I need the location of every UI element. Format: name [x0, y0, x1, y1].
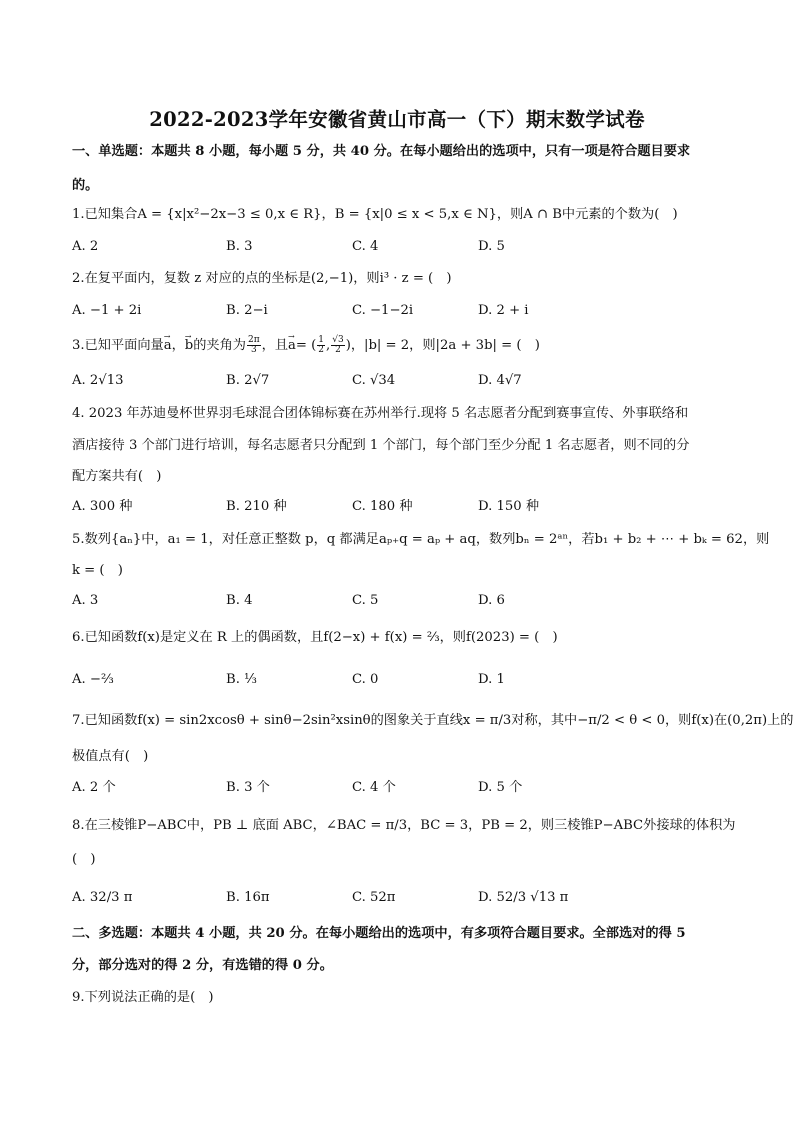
option-b: B. 4: [226, 593, 253, 608]
option-c: C. 5: [352, 593, 379, 608]
sqrt3-fraction: $\frac{√3}{2}$: [332, 335, 344, 355]
option-b: B. 2√7: [226, 373, 270, 388]
option-d: D. 1: [478, 672, 505, 687]
option-b: B. ⅓: [226, 672, 257, 687]
question-5-cont: k = ( ): [72, 563, 123, 578]
option-a: A. −⅔: [72, 672, 114, 687]
option-b: B. 2−i: [226, 303, 268, 318]
option-d: D. 5: [478, 239, 505, 254]
question-8-options: [72, 888, 722, 908]
option-c: C. 52π: [352, 890, 396, 905]
question-4: 4. 2023 年苏迪曼杯世界羽毛球混合团体锦标赛在苏州举行.现将 5 名志愿者分配到赛事宣传、外事联络和: [72, 406, 689, 421]
option-a: A. 300 种: [72, 499, 133, 514]
section2-heading: 二、多选题：本题共 4 小题，共 20 分。在每小题给出的选项中，有多项符合题目要求。全部选对的得 5: [72, 926, 686, 941]
option-c: C. 0: [352, 672, 379, 687]
option-d: D. 5 个: [478, 780, 523, 795]
option-a: A. 2: [72, 239, 99, 254]
option-d: D. 2 + i: [478, 303, 529, 318]
question-7-cont: 极值点有( ): [72, 749, 149, 764]
option-b: B. 210 种: [226, 499, 287, 514]
q3-tail: ，|b| = 2，则|2a + 3b| = ( ): [350, 338, 540, 353]
question-5: 5.数列{aₙ}中，a₁ = 1，对任意正整数 p，q 都满足aₚ₊q = aₚ + aq，数列bₙ = 2ᵃⁿ，若b₁ + b₂ + ⋯ + bₖ = 62，则: [72, 532, 770, 547]
option-d: D. 4√7: [478, 373, 522, 388]
question-5-options: [72, 591, 722, 611]
question-8-cont: ( ): [72, 852, 96, 867]
q3-mid: 的夹角为: [193, 338, 246, 353]
question-9: 9.下列说法正确的是( ): [72, 990, 214, 1005]
option-d: D. 52/3 √13 π: [478, 890, 569, 905]
option-b: B. 3 个: [226, 780, 270, 795]
question-1-options: [72, 237, 722, 257]
question-3: 3.已知平面向量→ a，→ b的夹角为 $\frac{2\pi}{3}$ ，且→ a= ( $\frac{1}{2}$ , $\frac{√3}{2}$ )，|b| = 2，则|2a + 3b| = ( ): [72, 336, 722, 356]
q3-a-eq: = (: [295, 338, 317, 353]
option-c: C. 180 种: [352, 499, 413, 514]
question-6: 6.已知函数f(x)是定义在 R 上的偶函数，且f(2−x) + f(x) = ⅔，则f(2023) = ( ): [72, 630, 558, 645]
option-b: B. 3: [226, 239, 253, 254]
option-c: C. √34: [352, 373, 396, 388]
option-c: C. −1−2i: [352, 303, 414, 318]
option-b: B. 16π: [226, 890, 270, 905]
question-4-cont: 酒店接待 3 个部门进行培训，每名志愿者只分配到 1 个部门，每个部门至少分配 1 名志愿者，则不同的分: [72, 438, 690, 453]
question-2-options: [72, 301, 722, 321]
option-a: A. 2 个: [72, 780, 116, 795]
section2-heading-cont: 分，部分选对的得 2 分，有选错的得 0 分。: [72, 958, 333, 973]
option-a: A. 3: [72, 593, 99, 608]
vector-b: → b: [185, 336, 193, 356]
vector-a: → a: [164, 336, 172, 356]
question-6-options: [72, 670, 722, 690]
half-fraction: $\frac{1}{2}$: [318, 335, 325, 355]
q3-cond: ，且: [261, 338, 289, 353]
option-d: D. 6: [478, 593, 505, 608]
section1-heading-cont: 的。: [72, 178, 99, 193]
question-2: 2.在复平面内，复数 z 对应的点的坐标是(2,−1)，则i³ · z = ( ): [72, 271, 452, 286]
question-4-cont2: 配方案共有( ): [72, 469, 162, 484]
option-a: A. 2√13: [72, 373, 124, 388]
page-title: 2022-2023学年安徽省黄山市高一（下）期末数学试卷: [149, 108, 645, 131]
question-3-options: [72, 371, 722, 391]
angle-fraction: $\frac{2\pi}{3}$: [247, 335, 260, 355]
question-7-options: [72, 778, 722, 798]
question-1: 1.已知集合A = {x|x²−2x−3 ≤ 0,x ∈ R}，B = {x|0 ≤ x < 5,x ∈ N}，则A ∩ B中元素的个数为( ): [72, 207, 678, 222]
option-c: C. 4 个: [352, 780, 396, 795]
question-8: 8.在三棱锥P−ABC中，PB ⊥ 底面 ABC，∠BAC = π/3，BC = 3，PB = 2，则三棱锥P−ABC外接球的体积为: [72, 818, 736, 833]
option-c: C. 4: [352, 239, 379, 254]
vector-a-2: → a: [288, 336, 296, 356]
section1-heading: 一、单选题：本题共 8 小题，每小题 5 分，共 40 分。在每小题给出的选项中，只有一项是符合题目要求: [72, 144, 691, 159]
question-7: 7.已知函数f(x) = sin2xcosθ + sinθ−2sin²xsinθ的图象关于直线x = π/3对称，其中−π/2 < θ < 0，则f(x)在(0,2π)上的: [72, 713, 794, 728]
option-d: D. 150 种: [478, 499, 540, 514]
option-a: A. 32/3 π: [72, 890, 133, 905]
q3-prefix: 3.已知平面向量: [72, 338, 164, 353]
option-a: A. −1 + 2i: [72, 303, 142, 318]
question-4-options: [72, 497, 722, 517]
